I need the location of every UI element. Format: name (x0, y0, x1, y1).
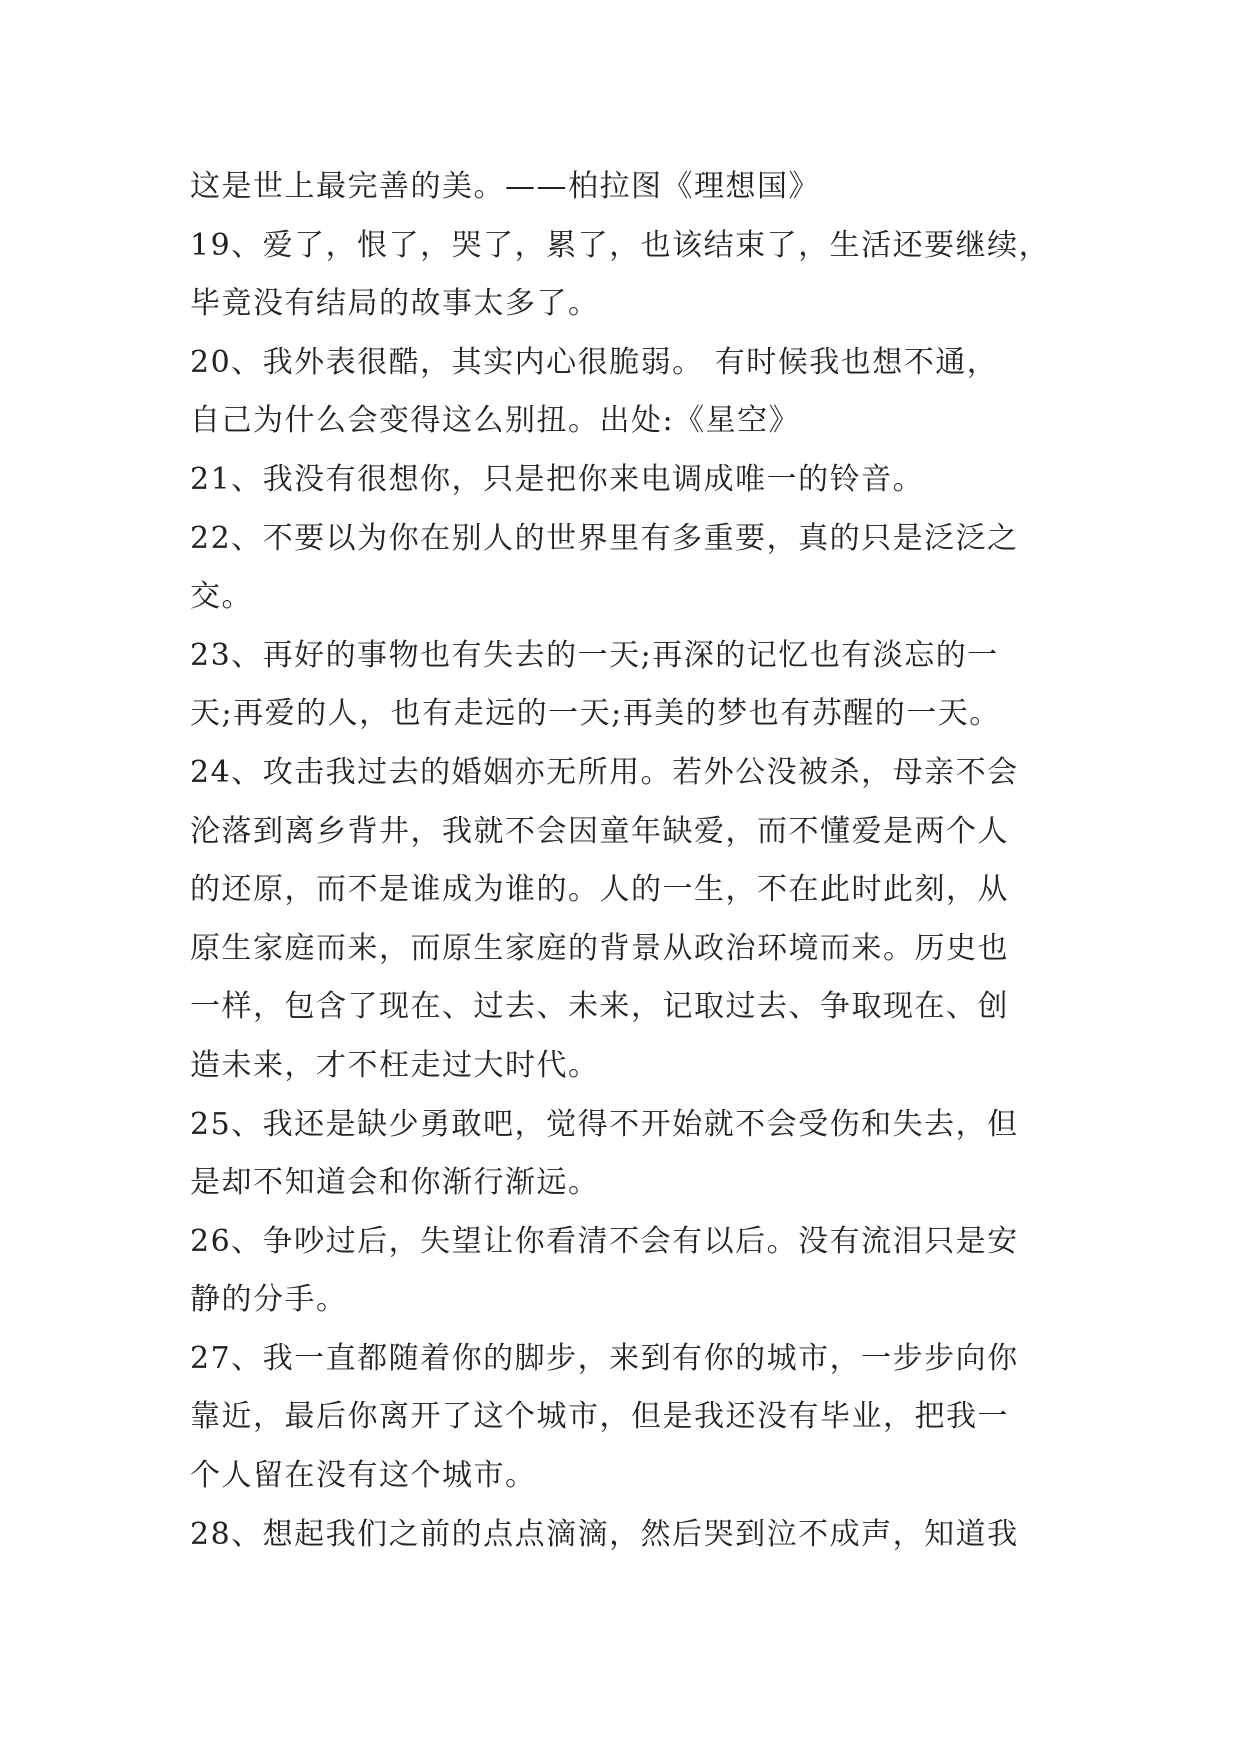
text-line: 原生家庭而来，而原生家庭的背景从政治环境而来。历史也 (190, 930, 1009, 966)
text-line: 23、再好的事物也有失去的一天;再深的记忆也有淡忘的一 (190, 637, 999, 673)
text-line: 19、爱了，恨了，哭了，累了，也该结束了，生活还要继续， (190, 227, 1051, 263)
text-line: 天;再爱的人，也有走远的一天;再美的梦也有苏醒的一天。 (190, 696, 1001, 732)
text-line: 靠近，最后你离开了这个城市，但是我还没有毕业，把我一 (190, 1399, 1009, 1435)
text-line: 沦落到离乡背井，我就不会因童年缺爱，而不懂爱是两个人 (190, 813, 1009, 849)
text-line: 24、攻击我过去的婚姻亦无所用。若外公没被杀，母亲不会 (190, 754, 1019, 790)
text-line: 25、我还是缺少勇敢吧，觉得不开始就不会受伤和失去，但 (190, 1106, 1019, 1142)
text-line: 自己为什么会变得这么别扭。出处:《星空》 (190, 403, 801, 439)
document-body (190, 158, 1060, 1564)
text-line: 的还原，而不是谁成为谁的。人的一生，不在此时此刻，从 (190, 872, 1009, 908)
text-line: 20、我外表很酷，其实内心很脆弱。 有时候我也想不通， (190, 344, 999, 380)
text-line: 21、我没有很想你，只是把你来电调成唯一的铃音。 (190, 461, 925, 497)
text-line: 这是世上最完善的美。——柏拉图《理想国》 (190, 169, 820, 204)
text-line: 22、不要以为你在别人的世界里有多重要，真的只是泛泛之 (190, 520, 1019, 556)
text-line: 27、我一直都随着你的脚步，来到有你的城市，一步步向你 (190, 1340, 1019, 1376)
text-line: 26、争吵过后，失望让你看清不会有以后。没有流泪只是安 (190, 1223, 1019, 1259)
text-line: 28、想起我们之前的点点滴滴，然后哭到泣不成声，知道我 (190, 1516, 1019, 1552)
text-line: 静的分手。 (190, 1282, 348, 1318)
text-line: 一样，包含了现在、过去、未来，记取过去、争取现在、创 (190, 989, 1009, 1025)
text-line: 是却不知道会和你渐行渐远。 (190, 1165, 600, 1201)
text-line: 交。 (190, 579, 253, 615)
text-line: 造未来，才不枉走过大时代。 (190, 1047, 600, 1083)
text-line: 毕竟没有结局的故事太多了。 (190, 286, 600, 322)
text-line: 个人留在没有这个城市。 (190, 1458, 537, 1494)
